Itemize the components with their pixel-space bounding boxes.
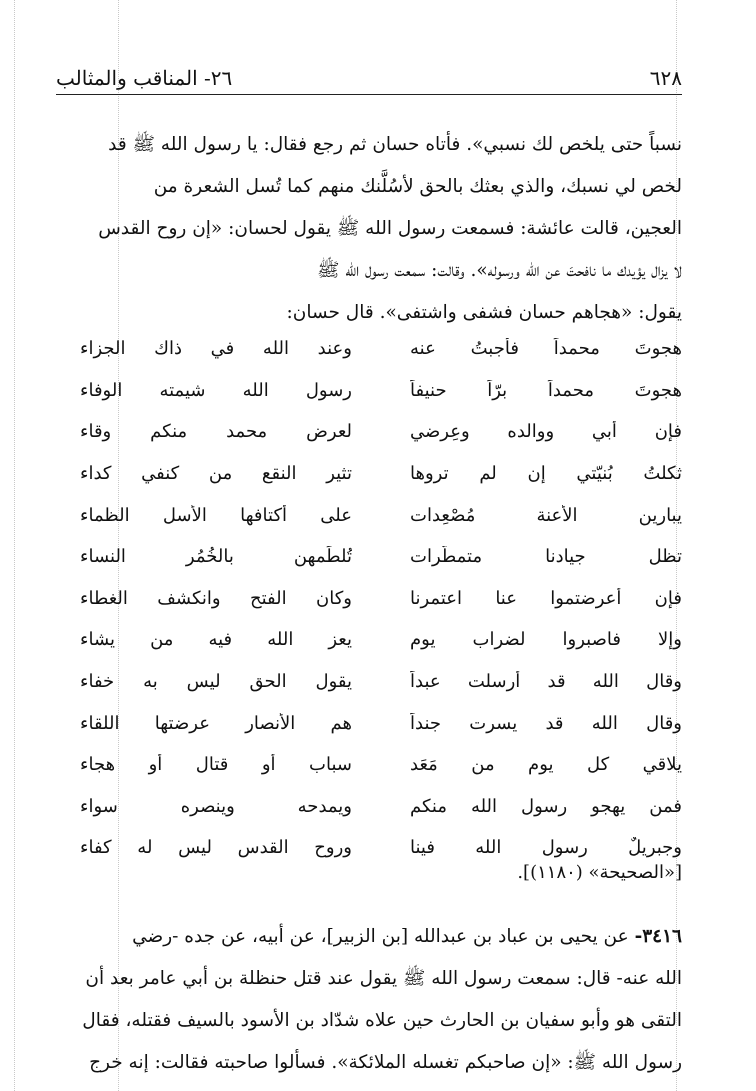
hadith-paragraph — [72, 916, 682, 1084]
verse — [80, 370, 682, 412]
verse-first-hemistich: فإن أبي ووالده وعِرضي — [410, 421, 682, 443]
verse-second-hemistich: رسول الله شيمته الوفاء — [80, 379, 352, 401]
source-citation: [«الصحيحة» (١١٨٠)]. — [517, 862, 682, 883]
verse-first-hemistich: تظل جيادنا متمطّرات — [410, 546, 682, 568]
poem — [80, 328, 682, 869]
text-line: يقول: «هجاهم حسان فشفى واشتفى». قال حسان: — [286, 302, 682, 323]
text-line: رسول الله ﷺ: «إن صاحبكم تغسله الملائكة». فسألوا صاحبته فقالت: إنه خرج — [89, 1052, 682, 1073]
verse — [80, 702, 682, 744]
text-line: نسباً حتى يلخص لك نسبي». فأتاه حسان ثم رجع فقال: يا رسول الله ﷺ قد — [108, 134, 682, 155]
verse-first-hemistich: ثكلتُ بُنيّتي إن لم تروها — [410, 463, 682, 485]
verse-second-hemistich: وروح القدس ليس له كفاء — [80, 837, 352, 859]
page-header — [56, 58, 682, 90]
verse-first-hemistich: وإلا فاصبروا لضراب يوم — [410, 629, 682, 651]
verse — [80, 661, 682, 703]
verse-second-hemistich: هم الأنصار عرضتها اللقاء — [80, 712, 352, 734]
verse — [80, 328, 682, 370]
verse-second-hemistich: تثير النقع من كنفي كداء — [80, 463, 352, 485]
verse-first-hemistich: هجوتَ محمداً برّاً حنيفاً — [410, 379, 682, 401]
verse-first-hemistich: هجوتَ محمداً فأجبتُ عنه — [410, 338, 682, 360]
verse-second-hemistich: تُلطِّمهن بالخُمُرِ النساء — [80, 546, 352, 568]
verse — [80, 536, 682, 578]
verse — [80, 578, 682, 620]
text-line: التقى هو وأبو سفيان بن الحارث حين علاه شدّاد بن الأسود بالسيف فقتله، فقال — [82, 1010, 682, 1031]
verse — [80, 744, 682, 786]
paragraph-1 — [72, 124, 682, 334]
verse-second-hemistich: على أكتافها الأسل الظماء — [80, 504, 352, 526]
hadith-text: عن يحيى بن عباد بن عبدالله [بن الزبير]، عن أبيه، عن جده -رضي — [132, 926, 629, 947]
verse-second-hemistich: لعرض محمد منكم وقاء — [80, 421, 352, 443]
verse — [80, 494, 682, 536]
chapter-title: ٢٦- المناقب والمثالب — [56, 66, 233, 90]
margin-guide-left — [14, 0, 15, 1091]
verse-second-hemistich: يقول الحق ليس به خفاء — [80, 671, 352, 693]
header-divider — [56, 94, 682, 95]
verse-first-hemistich: يبارين الأعنة مُصْعِدات — [410, 504, 682, 526]
verse-first-hemistich: فإن أعرضتموا عنا اعتمرنا — [410, 587, 682, 609]
verse-second-hemistich: سباب أو قتال أو هجاء — [80, 754, 352, 776]
verse-first-hemistich: وجبريلٌ رسول الله فينا — [410, 837, 682, 859]
text-line: لخص لي نسبك، والذي بعثك بالحق لأسُلَّنك منهم كما تُسل الشعرة من — [153, 176, 682, 197]
verse-first-hemistich: وقال الله قد أرسلت عبداً — [410, 671, 682, 693]
text-line: العجين، قالت عائشة: فسمعت رسول الله ﷺ يقول لحسان: «إن روح القدس — [98, 218, 682, 239]
verse — [80, 786, 682, 828]
verse — [80, 453, 682, 495]
verse-first-hemistich: فمن يهجو رسول الله منكم — [410, 795, 682, 817]
verse-second-hemistich: يعز الله فيه من يشاء — [80, 629, 352, 651]
text-line: الله عنه- قال: سمعت رسول الله ﷺ يقول عند قتل حنظلة بن أبي عامر بعد أن — [85, 968, 682, 989]
hadith-number: ٣٤١٦- — [634, 926, 682, 947]
verse — [80, 411, 682, 453]
page-number: ٦٢٨ — [649, 66, 682, 90]
verse-first-hemistich: يلاقي كل يوم من مَعَد — [410, 754, 682, 776]
verse-second-hemistich: وعند الله في ذاك الجزاء — [80, 338, 352, 360]
verse — [80, 619, 682, 661]
verse-first-hemistich: وقال الله قد يسرت جنداً — [410, 712, 682, 734]
verse-second-hemistich: ويمدحه وينصره سواء — [80, 795, 352, 817]
text-line — [72, 916, 682, 958]
text-line: لا يزال يؤيدك ما نافحتَ عن الله ورسوله». وقالت: سمعت رسول الله ﷺ — [317, 260, 682, 281]
verse-second-hemistich: وكان الفتح وانكشف الغطاء — [80, 587, 352, 609]
